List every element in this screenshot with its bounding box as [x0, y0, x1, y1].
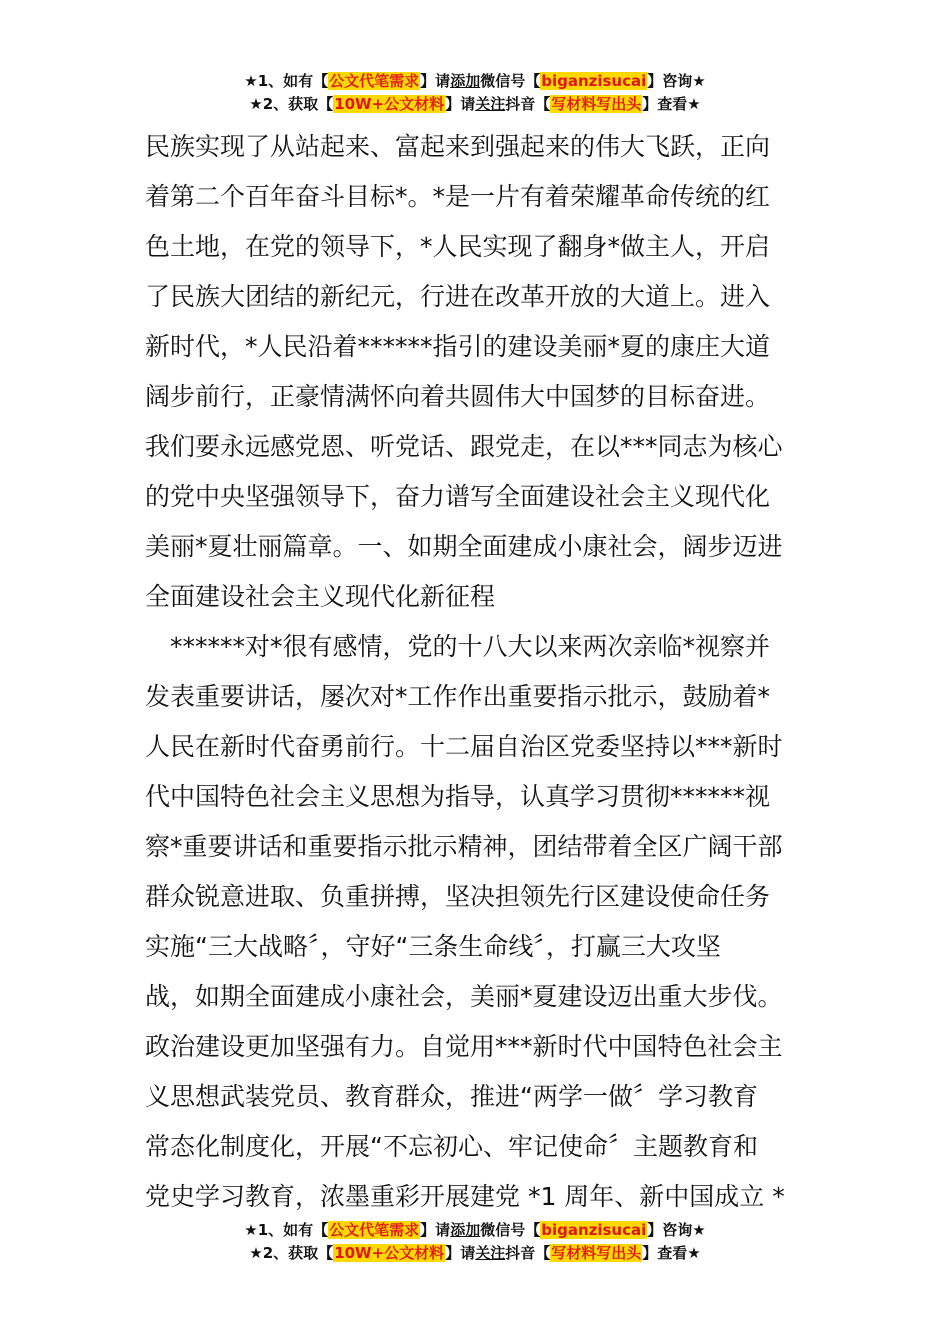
body-line: 的党中央坚强领导下，奋力谱写全面建设社会主义现代化 — [145, 482, 771, 511]
body-line: 实施“三大战略〞，守好“三条生命线〞，打赢三大攻坚 — [145, 932, 721, 961]
body-line: 着第二个百年奋斗目标*。*是一片有着荣耀革命传统的红 — [145, 182, 771, 211]
banner-text: 】请 — [445, 1244, 476, 1262]
body-line: 色土地，在党的领导下，*人民实现了翻身*做主人，开启 — [145, 232, 771, 261]
banner-text: 】咨询★ — [647, 72, 706, 90]
douyin-account: 写材料写出头 — [551, 1244, 642, 1262]
banner-text: 】请 — [445, 95, 476, 113]
banner-highlight: 公文代笔需求 — [329, 72, 420, 90]
banner-text: 】咨询★ — [647, 1221, 706, 1239]
banner-underlined: 关注 — [475, 95, 506, 113]
body-line: 战，如期全面建成小康社会，美丽*夏建设迈出重大步伐。 — [145, 982, 783, 1011]
banner-highlight: 10W+公文材料 — [334, 95, 445, 113]
banner-text: 】查看★ — [642, 95, 701, 113]
banner-highlight: 10W+公文材料 — [334, 1244, 445, 1262]
body-line: 人民在新时代奋勇前行。十二届自治区党委坚持以***新时 — [145, 732, 783, 761]
banner-text: ★1、如有【 — [244, 72, 329, 90]
body-line: 义思想武装党员、教育群众，推进“两学一做〞学习教育 — [145, 1082, 758, 1111]
wechat-id: biganzisucai — [541, 1221, 647, 1239]
banner-underlined: 添加 — [450, 72, 481, 90]
banner-text: 微信号【 — [480, 1221, 541, 1239]
body-line: 政治建设更加坚强有力。自觉用***新时代中国特色社会主 — [145, 1032, 783, 1061]
body-line: 代中国特色社会主义思想为指导，认真学习贯彻******视 — [145, 782, 771, 811]
wechat-id: biganzisucai — [541, 72, 647, 90]
banner-text: 抖音【 — [505, 1244, 551, 1262]
banner-text: ★2、获取【 — [249, 1244, 334, 1262]
banner-text: 】请 — [420, 72, 451, 90]
bottom-banner — [0, 1219, 950, 1265]
banner-text: 】查看★ — [642, 1244, 701, 1262]
banner-text: ★1、如有【 — [244, 1221, 329, 1239]
body-line: 新时代，*人民沿着******指引的建设美丽*夏的康庄大道 — [145, 332, 771, 361]
douyin-account: 写材料写出头 — [551, 95, 642, 113]
banner-highlight: 公文代笔需求 — [329, 1221, 420, 1239]
body-line: 党史学习教育，浓墨重彩开展建党 *1 周年、新中国成立 * — [145, 1182, 785, 1211]
body-line: 察*重要讲话和重要指示批示精神，团结带着全区广阔干部 — [145, 832, 783, 861]
banner-line-2 — [0, 93, 950, 116]
banner-line-1 — [0, 70, 950, 93]
document-body — [145, 122, 815, 1222]
body-line: 全面建设社会主义现代化新征程 — [145, 582, 496, 611]
banner-line-1 — [0, 1219, 950, 1242]
top-banner — [0, 70, 950, 116]
banner-text: 微信号【 — [480, 72, 541, 90]
banner-underlined: 添加 — [450, 1221, 481, 1239]
body-line: 群众锐意进取、负重拼搏，坚决担领先行区建设使命任务 — [145, 882, 771, 911]
body-line: 民族实现了从站起来、富起来到强起来的伟大飞跃，正向 — [145, 132, 771, 161]
banner-text: ★2、获取【 — [249, 95, 334, 113]
body-line: 了民族大团结的新纪元，行进在改革开放的大道上。进入 — [145, 282, 771, 311]
banner-line-2 — [0, 1242, 950, 1265]
banner-text: 】请 — [420, 1221, 451, 1239]
banner-text: 抖音【 — [505, 95, 551, 113]
body-line: ******对*很有感情，党的十八大以来两次亲临*视察并 — [145, 632, 771, 661]
body-line: 美丽*夏壮丽篇章。一、如期全面建成小康社会，阔步迈进 — [145, 532, 783, 561]
banner-underlined: 关注 — [475, 1244, 506, 1262]
body-line: 常态化制度化，开展“不忘初心、牢记使命〞主题教育和 — [145, 1132, 758, 1161]
body-line: 我们要永远感党恩、听党话、跟党走，在以***同志为核心 — [145, 432, 783, 461]
body-line: 阔步前行，正豪情满怀向着共圆伟大中国梦的目标奋进。 — [145, 382, 771, 411]
body-line: 发表重要讲话，屡次对*工作作出重要指示批示，鼓励着* — [145, 682, 771, 711]
